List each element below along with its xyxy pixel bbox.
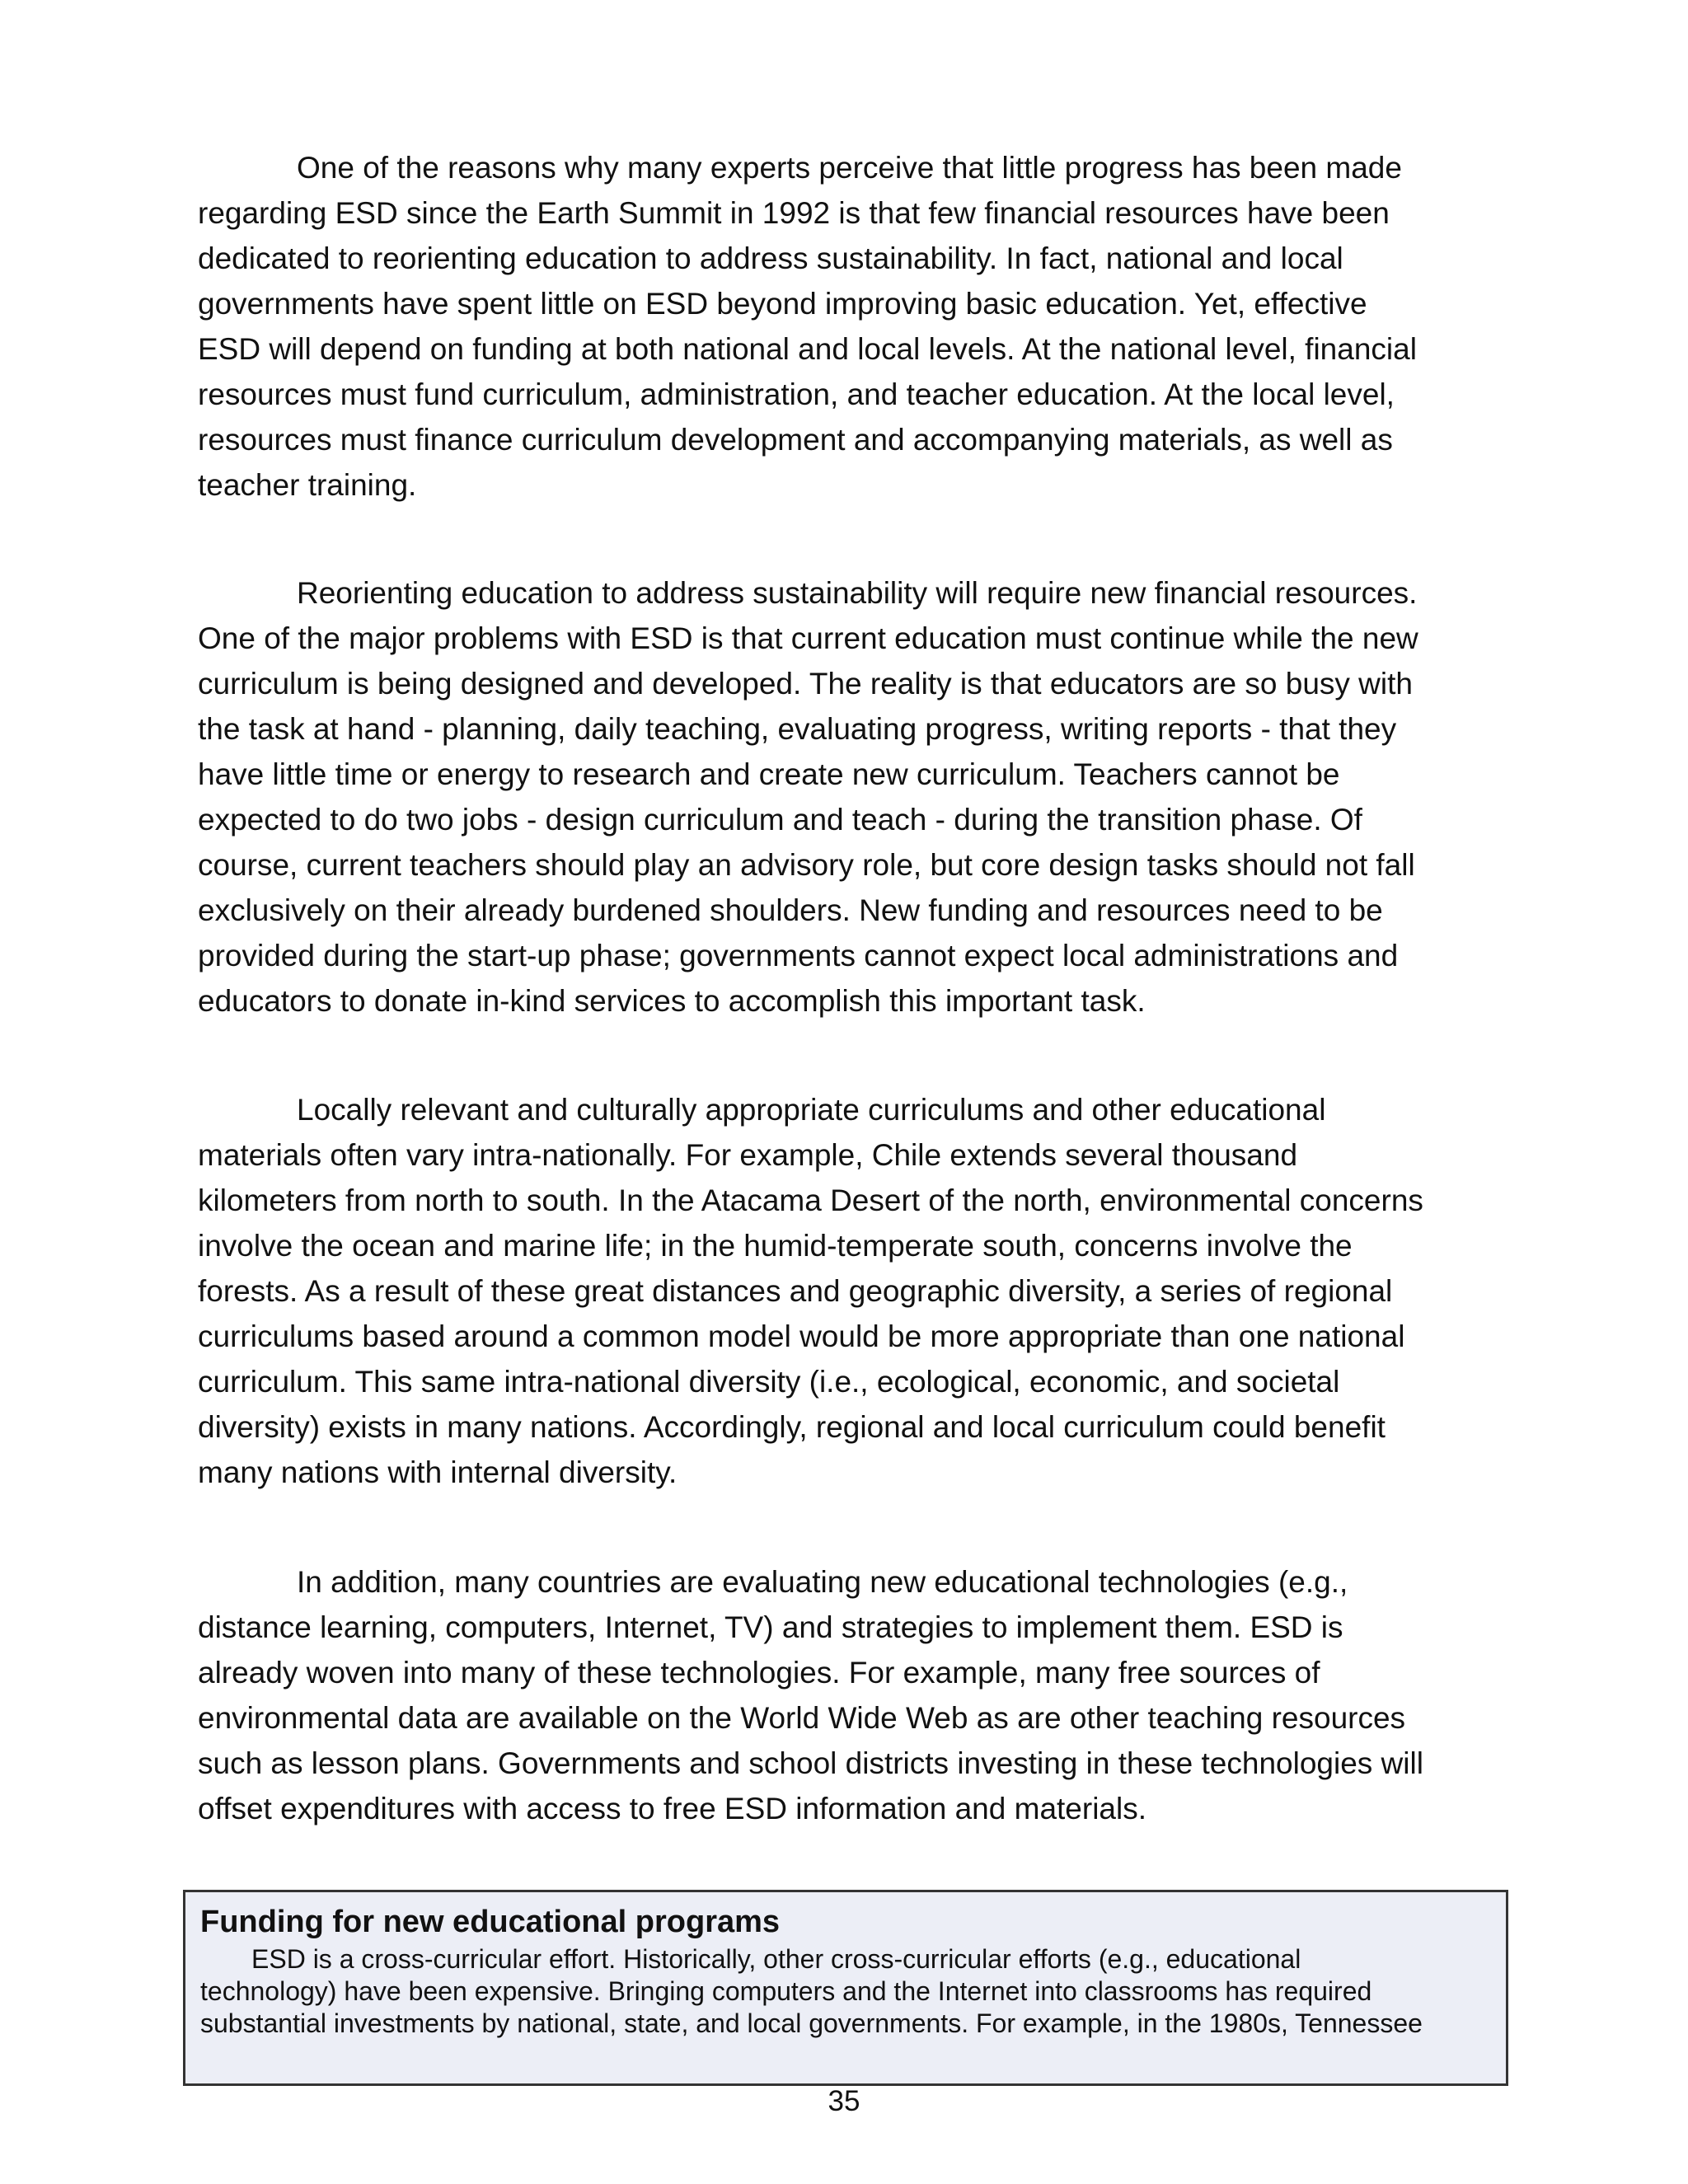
- text-line: diversity) exists in many nations. Accordingly, regional and local curriculum could benefit: [198, 1410, 1386, 1444]
- text-line: Locally relevant and culturally appropriate curriculums and other educational: [297, 1093, 1326, 1127]
- text-line: One of the reasons why many experts perceive that little progress has been made: [297, 151, 1402, 185]
- text-line: exclusively on their already burdened shoulders. New funding and resources need to be: [198, 893, 1383, 927]
- text-line: course, current teachers should play an advisory role, but core design tasks should not fall: [198, 848, 1415, 882]
- text-line: expected to do two jobs - design curriculum and teach - during the transition phase. Of: [198, 803, 1362, 837]
- funding-sidebar-box: [183, 1890, 1508, 2086]
- text-line: resources must finance curriculum development and accompanying materials, as well as: [198, 423, 1393, 457]
- callout-line: substantial investments by national, state, and local governments. For example, in the 1980s, Tennessee: [200, 2008, 1423, 2038]
- text-line: such as lesson plans. Governments and school districts investing in these technologies will: [198, 1746, 1423, 1780]
- text-line: distance learning, computers, Internet, TV) and strategies to implement them. ESD is: [198, 1610, 1343, 1644]
- text-line: environmental data are available on the World Wide Web as are other teaching resources: [198, 1701, 1406, 1735]
- text-line: governments have spent little on ESD beyond improving basic education. Yet, effective: [198, 287, 1367, 321]
- text-line: In addition, many countries are evaluating new educational technologies (e.g.,: [297, 1565, 1348, 1599]
- text-line: materials often vary intra-nationally. For example, Chile extends several thousand: [198, 1138, 1298, 1172]
- text-line: many nations with internal diversity.: [198, 1455, 678, 1489]
- text-line: the task at hand - planning, daily teaching, evaluating progress, writing reports - that they: [198, 712, 1397, 746]
- text-line: kilometers from north to south. In the Atacama Desert of the north, environmental concerns: [198, 1183, 1423, 1217]
- text-line: teacher training.: [198, 468, 417, 502]
- text-line: curriculum. This same intra-national diversity (i.e., ecological, economic, and societal: [198, 1365, 1340, 1399]
- paragraph-funding-progress: [198, 145, 1500, 508]
- text-line: curriculums based around a common model would be more appropriate than one national: [198, 1319, 1405, 1353]
- text-line: ESD will depend on funding at both national and local levels. At the national level, financial: [198, 332, 1417, 366]
- callout-title: Funding for new educational programs: [200, 1905, 781, 1939]
- text-line: educators to donate in-kind services to accomplish this important task.: [198, 984, 1146, 1018]
- text-line: One of the major problems with ESD is that current education must continue while the new: [198, 621, 1418, 655]
- page-number: 35: [828, 2085, 860, 2117]
- callout-line: ESD is a cross-curricular effort. Historically, other cross-curricular efforts (e.g., educational: [251, 1944, 1301, 1974]
- paragraph-educational-technologies: [198, 1559, 1500, 1831]
- text-line: forests. As a result of these great distances and geographic diversity, a series of regional: [198, 1274, 1393, 1308]
- text-line: involve the ocean and marine life; in the humid-temperate south, concerns involve the: [198, 1229, 1353, 1263]
- text-line: dedicated to reorienting education to address sustainability. In fact, national and local: [198, 241, 1343, 275]
- text-line: resources must fund curriculum, administration, and teacher education. At the local level,: [198, 377, 1395, 411]
- text-line: have little time or energy to research and create new curriculum. Teachers cannot be: [198, 757, 1340, 791]
- text-line: already woven into many of these technologies. For example, many free sources of: [198, 1656, 1320, 1690]
- callout-line: technology) have been expensive. Bringing computers and the Internet into classrooms has required: [200, 1976, 1372, 2006]
- paragraph-locally-relevant-curriculums: [198, 1087, 1500, 1495]
- text-line: offset expenditures with access to free ESD information and materials.: [198, 1792, 1146, 1825]
- paragraph-new-financial-resources: [198, 570, 1500, 1024]
- text-line: curriculum is being designed and developed. The reality is that educators are so busy with: [198, 667, 1413, 701]
- text-line: provided during the start-up phase; governments cannot expect local administrations and: [198, 939, 1399, 972]
- callout-body: [200, 1943, 1506, 2040]
- text-line: Reorienting education to address sustainability will require new financial resources.: [297, 576, 1418, 610]
- text-line: regarding ESD since the Earth Summit in 1992 is that few financial resources have been: [198, 196, 1390, 230]
